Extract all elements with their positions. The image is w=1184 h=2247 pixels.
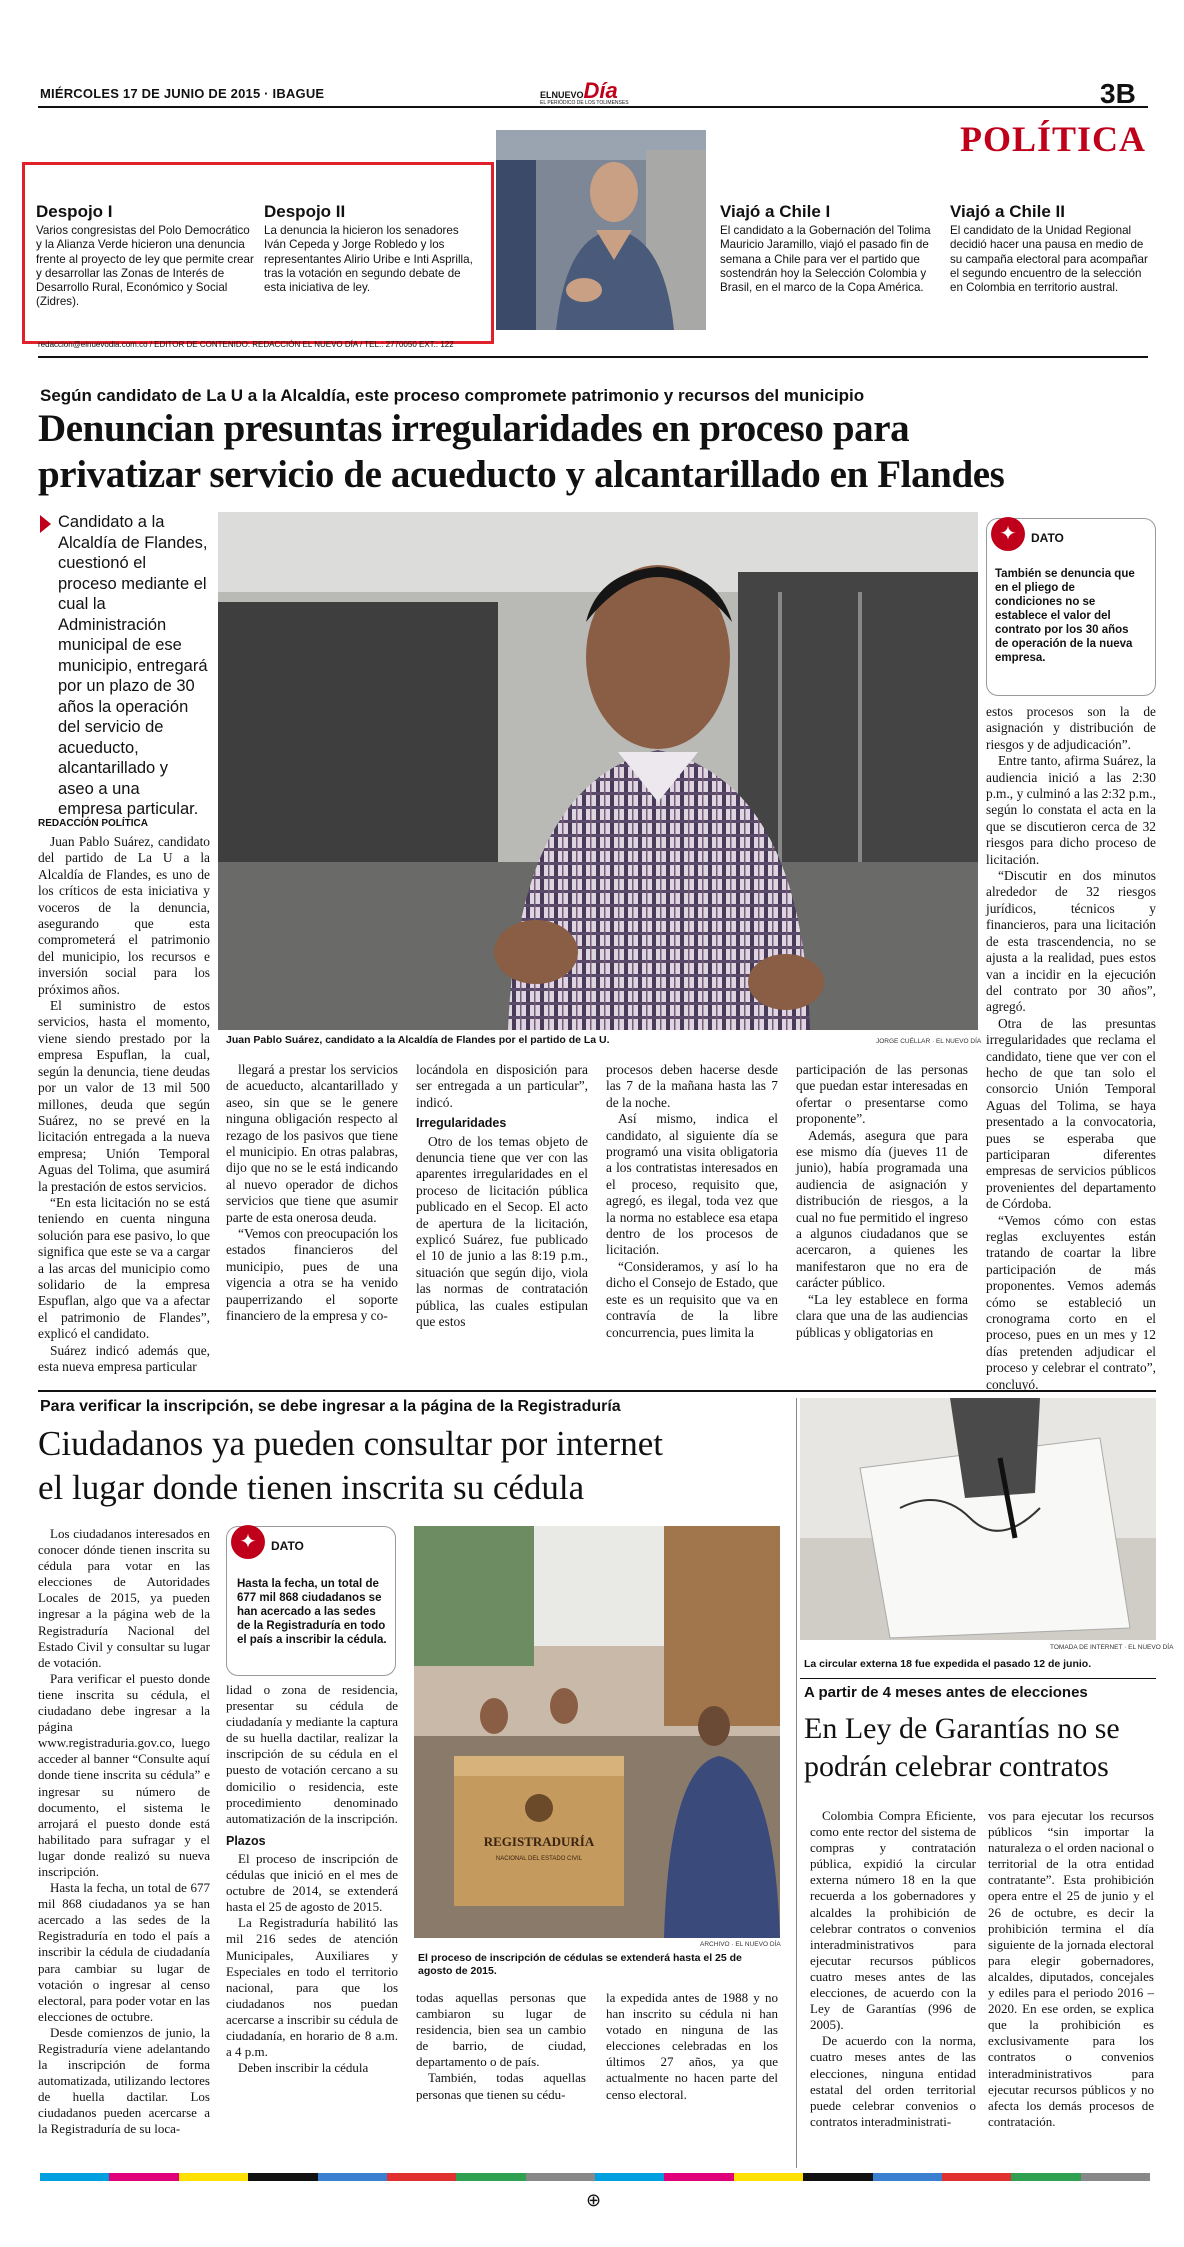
dato-label: DATO [271,1539,304,1553]
paragraph: lidad o zona de residencia, presentar su cédula de ciudadanía y mediante la captura de su huella dactilar, realizar la inscripción de su cédula en el puesto de votación cercano a su domicilio o residencia, este procedimiento denominado automatización de la inscripción. [226,1682,398,1826]
paragraph: participación de las personas que puedan estar interesadas en ofertar o presentarse como proponente”. [796,1062,968,1127]
brief-text: La denuncia la hicieron los senadores Iván Cepeda y Jorge Robledo y los representantes Alirio Uribe e Inti Asprilla, tras la votación en segundo debate de esta iniciativa de ley. [264,224,473,295]
paragraph: La Registraduría habilitó las mil 216 sedes de atención Municipales, Auxiliares y Especiales en todo el territorio nacional, para que los ciudadanos nos puedan acercarse a inscribir su cédula de ciudadanía, en horario de 8 a.m. a 4 p.m. [226,1915,398,2060]
article2-photo-credit: ARCHIVO · EL NUEVO DÍA [700,1941,781,1948]
article3-headline-line2: podrán celebrar contratos [804,1750,1109,1783]
paragraph: “Discutir en dos minutos alrededor de 32 riesgos jurídicos, técnicos y financieros, para una licitación de esta trascendencia, no se ajusta a la realidad, pues estos van a incidir en la ejecución del contrato por 30 años”, agregó. [986,868,1156,1015]
article2-photo-caption: El proceso de inscripción de cédulas se extenderá hasta el 25 de agosto de 2015. [418,1952,742,1977]
paragraph: locándola en disposición para ser entregada a un particular”, indicó. [416,1062,588,1110]
paragraph: Así mismo, indica el candidato, al siguiente día se programó una visita obligatoria a los contratistas interesados en el proceso, requisito que, agregó, es ilegal, toda vez que la norma no establece esa etapa dentro de los procesos de licitación. [606,1111,778,1258]
brief-text: Varios congresistas del Polo Democrático y la Alianza Verde hicieron una denuncia frente al proyecto de ley que permite crear y desarrollar las Zonas de Interés de Desarrollo Rural, Económico y Social (Zidres). [36,224,254,309]
article2-col3 [416,1990,586,2103]
dato-text: Hasta la fecha, un total de 677 mil 868 ciudadanos se han acercado a las sedes de la Registraduría en todo el país a inscribir la cédula. [237,1578,387,1646]
article2-col1 [38,1526,210,2138]
paragraph: Colombia Compra Eficiente, como ente rector del sistema de compras y contratación pública, expidió la circular externa número 18 en la que recuerda a los gobernadores y alcaldes la prohibición de celebrar contratos o convenios interadministrativos para ejecutar recursos públicos cuatro meses antes de las elecciones, de acuerdo con la Ley de Garantías (996 de 2005). [810,1808,976,2033]
article3-col1 [810,1808,976,2130]
brief-text: El candidato de la Unidad Regional decidió hacer una pausa en medio de su campaña electoral para acompañar el segundo encuentro de la selección en Colombia en territorio austral. [950,224,1148,295]
paragraph: Otra de las presuntas irregularidades que reclama el candidato, tiene que ver con el hecho de que tan solo el consorcio Unión Temporal Aguas del Tolima, se haya presentado a la convocatoria, pues se esperaba que participaran diferentes empresas de servicios públicos provenientes del departamento de Córdoba. [986,1015,1156,1212]
article1-col6 [986,704,1156,1393]
article1-col5 [796,1062,968,1341]
lead-marker [40,515,51,533]
print-color-bar [40,2173,1150,2181]
paragraph: llegará a prestar los servicios de acueducto, alcantarillado y aseo, sin que se le genere ninguna obligación respecto al rezago de los pasivos que tiene el municipio. En otras palabras, dijo que no se le está indicando al nuevo operador de dichos servicios que tiene que asumir parte de esta onerosa deuda. [226,1062,398,1225]
article1-dato-box [986,518,1156,696]
article3-photo-credit: TOMADA DE INTERNET · EL NUEVO DÍA [1050,1644,1174,1651]
paragraph: Para verificar el puesto donde tiene inscrita su cédula, el ciudadano debe ingresar a la página www.registraduria.gov.co, luego acceder al banner “Consulte aquí donde tiene inscrita su cédula” e ingresar su número de documento, el sistema le arrojará el puesto donde está habilitado para sufragar y el lugar donde realizó su nueva inscripción. [38,1670,210,1879]
paragraph: estos procesos son la de asignación y distribución de riesgos y de adjudicación”. [986,704,1156,752]
section-title: POLÍTICA [960,119,1147,159]
paragraph: Además, asegura que para ese mismo día (jueves 11 de junio), había programada una audiencia de asignación y distribución de riesgos, a la cual no fue permitido el ingreso a algunos ciudadanos que se acercaron, a quienes les manifestaron que no era de carácter público. [796,1127,968,1291]
article1-kicker: Según candidato de La U a la Alcaldía, este proceso compromete patrimonio y recursos del municipio [40,386,865,405]
paragraph: Juan Pablo Suárez, candidato del partido de La U a la Alcaldía de Flandes, es uno de los críticos de esta iniciativa y voceros de la denuncia, asegurando que esta comprometerá el patrimonio del municipio, los recursos e inversión social para los próximos años. [38,834,210,997]
brief-title: Despojo II [264,202,346,221]
paragraph: Entre tanto, afirma Suárez, la audiencia inició a las 2:30 p.m., y culminó a las 2:32 p.m., según lo constata el acta en la que se discutieron cerca de 32 riesgos para dicho proceso de licitación. [986,753,1156,867]
brief-text: El candidato a la Gobernación del Tolima Mauricio Jaramillo, viajó el pasado fin de semana a Chile para ver el partido que sostendrán hoy la Selección Colombia y Brasil, en el marco de la Copa América. [720,224,931,295]
page-number: 3B [1100,78,1136,109]
paragraph: “En esta licitación no se está teniendo en cuenta ninguna solución para ese pasivo, lo que significa que este se va a cargar a las arcas del municipio como solidario de la empresa Espuflan, algo que va a afectar el patrimonio de Flandes”, explicó el candidato. [38,1194,210,1342]
article3-kicker: A partir de 4 meses antes de elecciones [804,1684,1088,1701]
article1-col4 [606,1062,778,1341]
masthead-logo [540,78,660,108]
dato-text: También se denuncia que en el pliego de condiciones no se establece el valor del contrato por los 30 años de operación de la nueva empresa. [995,568,1135,664]
paragraph: “Vemos con preocupación los estados financieros del municipio, pues de una vigencia a otra se ha venido pauperrizando el soporte financiero de la empresa y co- [226,1226,398,1324]
paragraph: vos para ejecutar los recursos públicos “sin importar la naturaleza o el orden nacional o territorial de la otra entidad contratante”. Esta prohibición opera entre el 25 de junio y el 26 de octubre, es decir la prohibición termina el día siguiente de la jornada electoral para elegir gobernadores, alcaldes, diputados, concejales y ediles para el periodo 2016 – 2020. En ese orden, se explica que la prohibición es exclusivamente para los contratos o convenios interadministrativos para ejecutar recursos públicos y no afecta los demás procesos de contratación. [988,1808,1154,2129]
article1-byline: REDACCIÓN POLÍTICA [38,818,148,829]
article2-photo [414,1526,780,1938]
article1-photo-caption: Juan Pablo Suárez, candidato a la Alcaldía de Flandes por el partido de La U. [226,1034,610,1046]
logo-tagline: EL PERIÓDICO DE LOS TOLIMENSES [540,100,629,106]
brief-photo-candidate [496,130,706,330]
article3-col2 [988,1808,1154,2130]
paragraph: Otro de los temas objeto de denuncia tiene que ver con las aparentes irregularidades en el proceso de licitación pública publicado en el Secop. El acto de apertura de la licitación, explicó Suárez, fue publicado el 10 de junio a las 8:19 p.m., situación que según dijo, viola las normas de contratación pública, las cuales estipulan que estos [416,1133,588,1330]
article2-kicker: Para verificar la inscripción, se debe ingresar a la página de la Registraduría [40,1398,621,1415]
article2-headline-line1: Ciudadanos ya pueden consultar por internet [38,1424,663,1463]
brief-despojo-2 [264,202,478,295]
dato-icon: ✦ [991,517,1025,551]
logo-nuevo: NUEVO [551,90,584,100]
paragraph: Suárez indicó además que, esta nueva empresa particular [38,1342,210,1374]
article1-main-photo [218,512,978,1030]
brief-despojo-1 [36,202,254,310]
paragraph: “Consideramos, y así lo ha dicho el Consejo de Estado, que este es un requisito que va en contravía de la libre concurrencia, pues limita la [606,1258,778,1340]
ballot-box-sublabel: NACIONAL DEL ESTADO CIVIL [495,1856,583,1862]
paragraph: Deben inscribir la cédula [238,2060,369,2076]
article2-dato-box [226,1526,396,1676]
article1-col2 [226,1062,398,1325]
ballot-box-label: REGISTRADURÍA [483,1834,595,1849]
logo-el: EL [540,90,552,100]
paragraph: la expedida antes de 1988 y no han inscrito su cédula ni han votado en ninguna de las elecciones celebradas en los últimos 27 años, ya que actualmente no hacen parte del censo electoral. [606,1990,778,2102]
brief-title: Viajó a Chile I [720,202,831,221]
paragraph: “Vemos cómo con estas reglas excluyentes están tratando de coartar la libre participación de más proponentes. Vemos además cómo se estableció un cronograma corto en el proceso, pues en un mes y 12 días pretenden adjudicar el proceso y celebrar el contrato”, concluyó. [986,1212,1156,1392]
paragraph: todas aquellas personas que cambiaron su lugar de residencia, bien sea un cambio de barrio, de ciudad, departamento o de país. [416,1990,586,2070]
dato-icon: ✦ [231,1525,265,1559]
dato-label: DATO [1031,531,1064,545]
paragraph: “La ley establece en forma clara que una de las audiencias públicas y obligatorias en [796,1291,968,1340]
article1-col3 [416,1062,588,1331]
brief-title: Despojo I [36,202,113,221]
article1-lead: Candidato a la Alcaldía de Flandes, cuestionó el proceso mediante el cual la Administración municipal de ese municipio, entregará por un plazo de 30 años la operación del servicio de acueducto, alcantarillado y aseo a una empresa particular. [58,513,208,818]
contact-line: redaccion@elnuevodia.com.co / EDITOR DE CONTENIDO: REDACCIÓN EL NUEVO DÍA / TEL.: 2770050 EXT.: 122 [38,340,454,349]
paragraph: De acuerdo con la norma, cuatro meses antes de las elecciones, ninguna entidad estatal del orden territorial puede celebrar convenios o contratos interadministrati- [810,2033,976,2129]
paragraph: También, todas aquellas personas que tienen su cédu- [416,2070,586,2102]
subhead-irregularidades: Irregularidades [416,1116,507,1131]
article1-headline-line2: privatizar servicio de acueducto y alcantarillado en Flandes [38,453,1005,496]
paragraph: El proceso de inscripción de cédulas que inició en el mes de octubre de 2014, se extenderá hasta el 25 de agosto de 2015. [226,1850,398,1915]
paragraph: El suministro de estos servicios, hasta el momento, viene siendo prestado por la empresa Espuflan, la cual, según la denuncia, tiene deudas por un valor de 13 mil 500 millones, deuda que según Suárez, no se prevé en la licitación entregada a la nueva empresa; Unión Temporal Aguas del Tolima, que asumirá la prestación de estos servicios. [38,998,210,1194]
article3-photo [800,1398,1156,1640]
paragraph: procesos deben hacerse desde las 7 de la mañana hasta las 7 de la noche. [606,1062,778,1110]
article3-headline-line1: En Ley de Garantías no se [804,1712,1120,1745]
logo-dia: Día [583,78,618,103]
paragraph: Hasta la fecha, un total de 677 mil 868 ciudadanos ya se han acercado a las sedes de la Registraduría en todo el país a inscribir la cédula de ciudadanía para cambiar su lugar de votación o ingresar al censo electoral, para poder votar en las elecciones de octubre. [38,1880,210,2024]
header-date: MIÉRCOLES 17 DE JUNIO DE 2015 · IBAGUE [40,86,325,101]
registration-mark: ⊕ [586,2190,602,2210]
article2-col2 [226,1682,398,2076]
brief-title: Viajó a Chile II [950,202,1065,221]
paragraph: Los ciudadanos interesados en conocer dónde tienen inscrita su cédula para votar en las elecciones de Autoridades Locales de 2015, ya pueden ingresar a la página web de la Registraduría Nacional del Estado Civil y consultar su lugar de votación. [38,1526,210,1670]
article1-headline-line1: Denuncian presuntas irregularidades en proceso para [38,407,910,450]
subhead-plazos: Plazos [226,1833,266,1848]
brief-chile-1 [720,202,932,295]
article2-col4 [606,1990,778,2103]
article1-photo-credit: JORGE CUÉLLAR · EL NUEVO DÍA [876,1038,982,1045]
article2-headline-line2: el lugar donde tienen inscrita su cédula [38,1468,585,1507]
article1-col1 [38,834,210,1375]
article3-photo-caption: La circular externa 18 fue expedida el pasado 12 de junio. [804,1658,1092,1670]
paragraph: Desde comienzos de junio, la Registraduría viene adelantando la inscripción de forma automatizada, utilizando lectores de huella dactilar. Los ciudadanos pueden acercarse a la Registraduría de su loca- [38,2024,210,2137]
brief-chile-2 [950,202,1156,295]
